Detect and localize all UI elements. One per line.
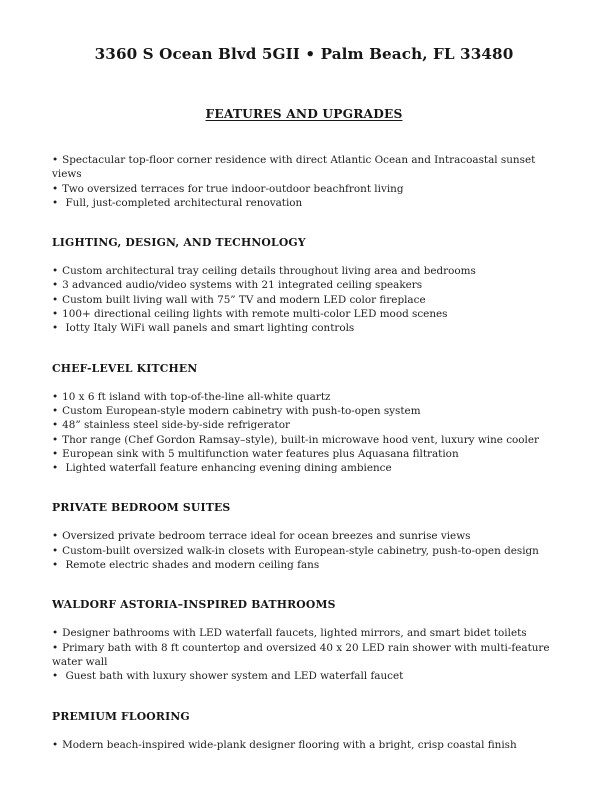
bullet-item (52, 196, 556, 210)
bullet-text: Remote electric shades and modern ceiling fans (62, 559, 320, 572)
bullet-item (52, 278, 556, 292)
bullet-marker: • (52, 279, 59, 292)
section-heading: PREMIUM FLOORING (52, 709, 190, 723)
bullet-text: Custom architectural tray ceiling details throughout living area and bedrooms (62, 265, 476, 278)
features-heading: FEATURES AND UPGRADES (205, 107, 403, 121)
bullet-item (52, 738, 556, 752)
bullet-marker: • (52, 154, 59, 166)
bullet-marker: • (52, 738, 59, 751)
bullet-text: Thor range (Chef Gordon Ramsay–style), built-in microwave hood vent, luxury wine cooler (62, 433, 539, 446)
bullet-item (52, 418, 556, 432)
section-bullet-list (52, 626, 556, 683)
bullet-marker: • (52, 265, 59, 278)
bullet-text: European sink with 5 multifunction water features plus Aquasana filtration (62, 447, 459, 460)
bullet-text: Spectacular top-floor corner residence with direct Atlantic Ocean and Intracoastal sunset views (52, 154, 539, 181)
bullet-marker: • (52, 447, 59, 460)
bullet-item (52, 626, 556, 640)
bullet-text: 48” stainless steel side-by-side refrigerator (62, 419, 290, 432)
bullet-text: Oversized private bedroom terrace ideal for ocean breezes and sunrise views (62, 530, 471, 543)
bullet-text: Designer bathrooms with LED waterfall faucets, lighted mirrors, and smart bidet toilets (62, 627, 527, 640)
bullet-marker: • (52, 404, 59, 417)
bullet-text: 100+ directional ceiling lights with remote multi-color LED mood scenes (62, 308, 448, 321)
section-heading: CHEF-LEVEL KITCHEN (52, 361, 198, 375)
bullet-text: Guest bath with luxury shower system and LED waterfall faucet (62, 670, 404, 683)
bullet-marker: • (52, 293, 59, 306)
bullet-text: Custom European-style modern cabinetry with push-to-open system (62, 404, 421, 417)
section-bullet-list (52, 390, 556, 476)
section-bullet-list (52, 529, 556, 572)
bullet-item (52, 390, 556, 404)
bullet-text: Two oversized terraces for true indoor-outdoor beachfront living (62, 182, 404, 195)
bullet-marker: • (52, 462, 59, 475)
bullet-item (52, 293, 556, 307)
bullet-item (52, 641, 556, 670)
section-chef-level-kitchen (52, 362, 556, 476)
section-private-bedroom-suites (52, 501, 556, 572)
bullet-text: 10 x 6 ft island with top-of-the-line all-white quartz (62, 390, 331, 403)
bullet-marker: • (52, 196, 59, 209)
bullet-marker: • (52, 419, 59, 432)
section-heading: WALDORF ASTORIA–INSPIRED BATHROOMS (52, 598, 336, 612)
document-title: 3360 S Ocean Blvd 5GII • Palm Beach, FL 33480 (94, 45, 514, 63)
section-lighting-design-technology (52, 236, 556, 335)
bullet-marker: • (52, 627, 59, 640)
bullet-marker: • (52, 530, 59, 543)
bullet-text: 3 advanced audio/video systems with 21 integrated ceiling speakers (62, 279, 423, 292)
intro-bullet-list (52, 153, 556, 210)
bullet-marker: • (52, 641, 59, 654)
section-bullet-list (52, 264, 556, 335)
bullet-item (52, 404, 556, 418)
bullet-text: Custom-built oversized walk-in closets with European-style cabinetry, push-to-open design (62, 544, 539, 557)
bullet-item (52, 447, 556, 461)
bullet-text: Custom built living wall with 75” TV and modern LED color fireplace (62, 293, 426, 306)
bullet-marker: • (52, 670, 59, 683)
bullet-marker: • (52, 390, 59, 403)
section-premium-flooring (52, 710, 556, 752)
bullet-text: Lighted waterfall feature enhancing evening dining ambience (62, 462, 392, 475)
bullet-item (52, 321, 556, 335)
bullet-item (52, 264, 556, 278)
bullet-marker: • (52, 544, 59, 557)
bullet-marker: • (52, 308, 59, 321)
bullet-marker: • (52, 433, 59, 446)
section-bullet-list (52, 738, 556, 752)
bullet-marker: • (52, 322, 59, 335)
bullet-item (52, 182, 556, 196)
section-heading: LIGHTING, DESIGN, AND TECHNOLOGY (52, 236, 306, 250)
bullet-item (52, 529, 556, 543)
bullet-item (52, 307, 556, 321)
bullet-marker: • (52, 559, 59, 572)
bullet-text: Primary bath with 8 ft countertop and oversized 40 x 20 LED rain shower with multi-feature water wall (52, 641, 553, 668)
bullet-marker: • (52, 182, 59, 195)
bullet-item (52, 153, 556, 182)
bullet-item (52, 461, 556, 475)
bullet-item (52, 544, 556, 558)
bullet-text: Iotty Italy WiFi wall panels and smart lighting controls (62, 322, 355, 335)
section-heading: PRIVATE BEDROOM SUITES (52, 501, 231, 515)
section-waldorf-astoria-inspired-bathrooms (52, 598, 556, 683)
bullet-text: Full, just-completed architectural renovation (62, 196, 303, 209)
bullet-text: Modern beach-inspired wide-plank designer flooring with a bright, crisp coastal finish (62, 738, 517, 751)
bullet-item (52, 433, 556, 447)
bullet-item (52, 669, 556, 683)
bullet-item (52, 558, 556, 572)
